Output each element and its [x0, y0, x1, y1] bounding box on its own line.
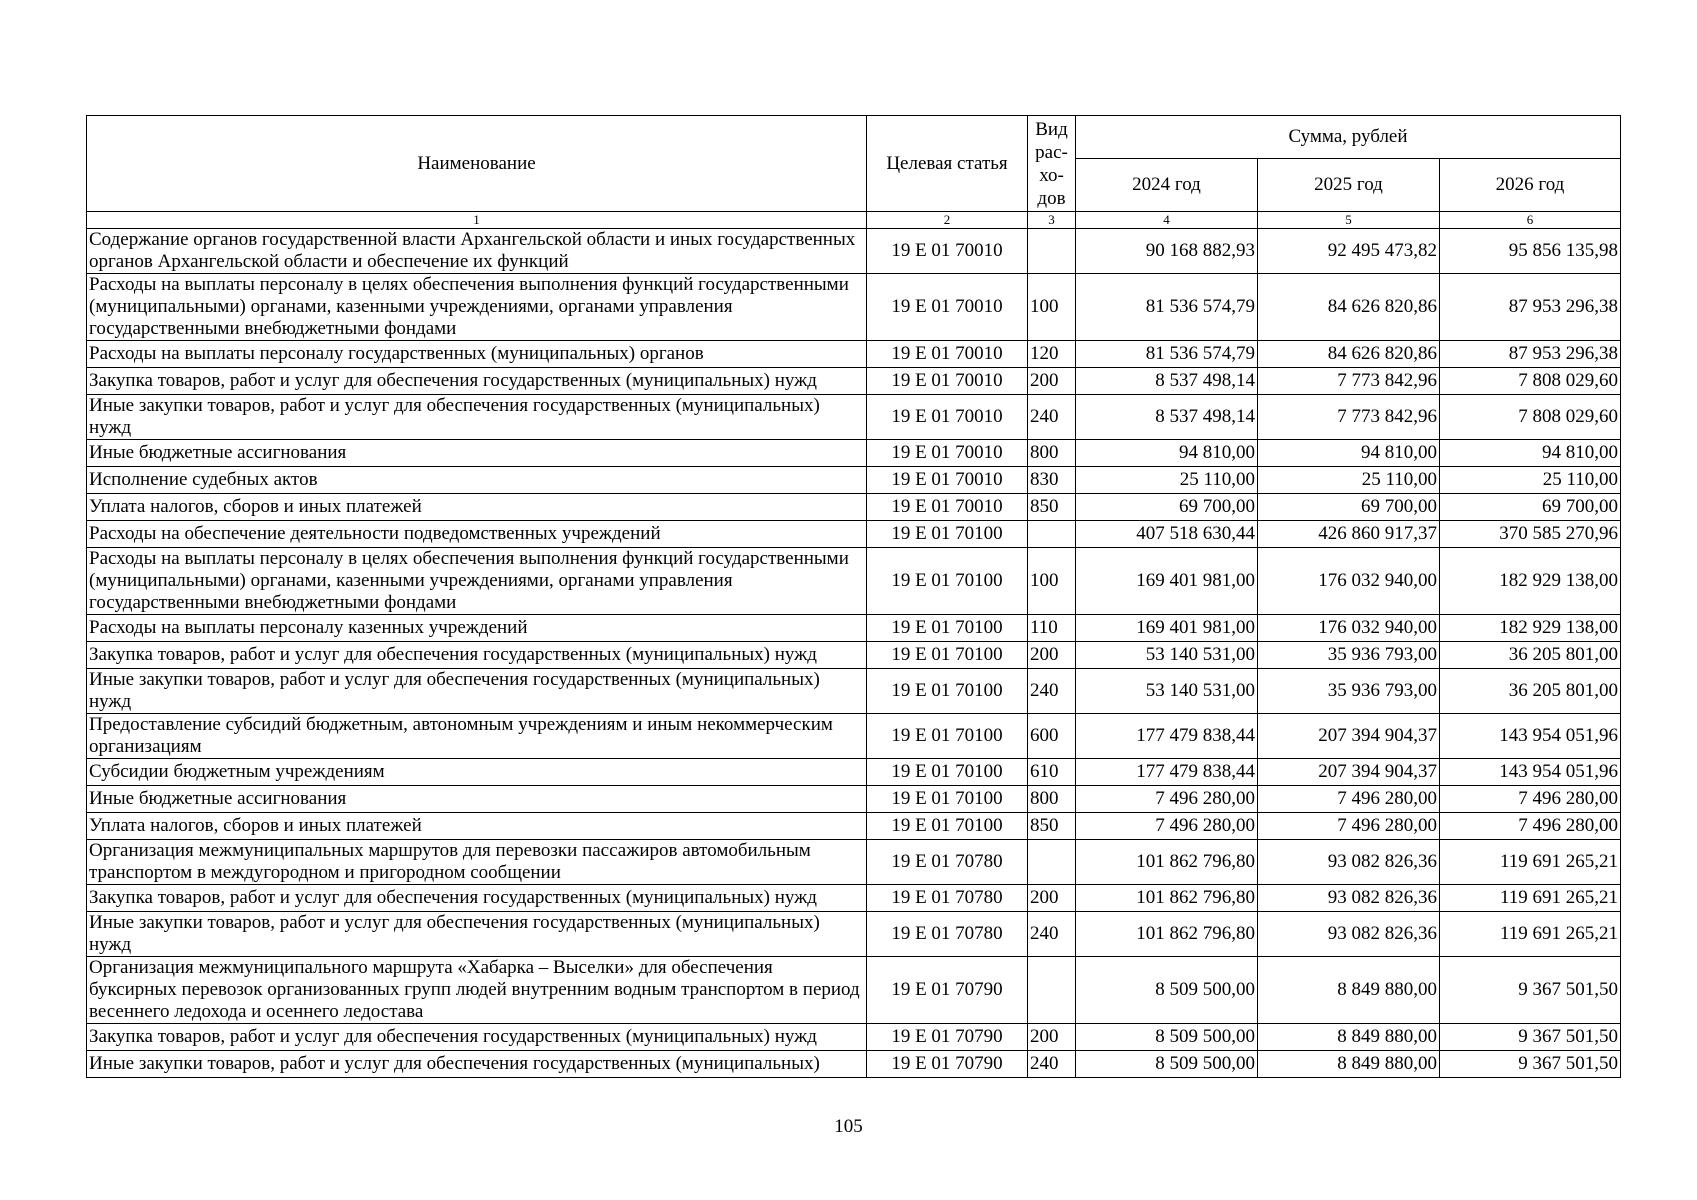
row-amount-2026: 370 585 270,96: [1440, 521, 1621, 548]
column-number: 6: [1440, 212, 1621, 229]
table-row: [87, 1051, 1621, 1078]
header-year-2025: 2025 год: [1258, 159, 1440, 212]
row-amount-2024: 169 401 981,00: [1076, 548, 1258, 615]
table-row: [87, 759, 1621, 786]
row-amount-2025: 8 849 880,00: [1258, 957, 1440, 1024]
row-amount-2024: 90 168 882,93: [1076, 229, 1258, 274]
table-row: [87, 615, 1621, 642]
table-row: [87, 548, 1621, 615]
row-amount-2025: 93 082 826,36: [1258, 885, 1440, 912]
row-amount-2024: 69 700,00: [1076, 494, 1258, 521]
row-amount-2025: 35 936 793,00: [1258, 642, 1440, 669]
table-row: [87, 714, 1621, 759]
row-amount-2024: 407 518 630,44: [1076, 521, 1258, 548]
header-target-article: Целевая статья: [867, 116, 1028, 212]
row-expense-type: 200: [1028, 885, 1076, 912]
row-amount-2026: 119 691 265,21: [1440, 912, 1621, 957]
column-number-row: [87, 212, 1621, 229]
row-expense-type: [1028, 521, 1076, 548]
table-row: [87, 229, 1621, 274]
row-amount-2024: 101 862 796,80: [1076, 912, 1258, 957]
row-amount-2024: 177 479 838,44: [1076, 759, 1258, 786]
row-name: Уплата налогов, сборов и иных платежей: [87, 494, 867, 521]
row-amount-2026: 143 954 051,96: [1440, 759, 1621, 786]
row-expense-type: 610: [1028, 759, 1076, 786]
row-name: Иные закупки товаров, работ и услуг для обеспечения государственных (муниципальных): [87, 1051, 867, 1078]
row-amount-2025: 8 849 880,00: [1258, 1051, 1440, 1078]
row-amount-2026: 87 953 296,38: [1440, 341, 1621, 368]
row-amount-2025: 8 849 880,00: [1258, 1024, 1440, 1051]
row-target-article: 19 Е 01 70100: [867, 813, 1028, 840]
row-amount-2024: 53 140 531,00: [1076, 669, 1258, 714]
row-expense-type: 100: [1028, 274, 1076, 341]
row-amount-2025: 93 082 826,36: [1258, 912, 1440, 957]
row-name: Расходы на выплаты персоналу государственных (муниципальных) органов: [87, 341, 867, 368]
row-expense-type: 200: [1028, 1024, 1076, 1051]
row-amount-2026: 36 205 801,00: [1440, 642, 1621, 669]
row-amount-2026: 9 367 501,50: [1440, 957, 1621, 1024]
row-amount-2025: 93 082 826,36: [1258, 840, 1440, 885]
table-row: [87, 885, 1621, 912]
row-amount-2025: 84 626 820,86: [1258, 274, 1440, 341]
row-name: Иные закупки товаров, работ и услуг для обеспечения государственных (муниципальных) нужд: [87, 395, 867, 440]
header-row-top: [87, 116, 1621, 159]
row-amount-2024: 101 862 796,80: [1076, 840, 1258, 885]
row-amount-2024: 8 509 500,00: [1076, 957, 1258, 1024]
row-name: Иные бюджетные ассигнования: [87, 786, 867, 813]
row-target-article: 19 Е 01 70100: [867, 521, 1028, 548]
row-expense-type: 100: [1028, 548, 1076, 615]
row-amount-2024: 7 496 280,00: [1076, 786, 1258, 813]
row-target-article: 19 Е 01 70100: [867, 548, 1028, 615]
row-target-article: 19 Е 01 70010: [867, 494, 1028, 521]
row-amount-2026: 69 700,00: [1440, 494, 1621, 521]
header-year-2026: 2026 год: [1440, 159, 1621, 212]
header-year-2024: 2024 год: [1076, 159, 1258, 212]
row-expense-type: 240: [1028, 669, 1076, 714]
row-target-article: 19 Е 01 70790: [867, 957, 1028, 1024]
row-amount-2024: 8 509 500,00: [1076, 1051, 1258, 1078]
row-amount-2024: 7 496 280,00: [1076, 813, 1258, 840]
table-row: [87, 467, 1621, 494]
row-target-article: 19 Е 01 70100: [867, 615, 1028, 642]
row-expense-type: 850: [1028, 494, 1076, 521]
row-amount-2026: 9 367 501,50: [1440, 1024, 1621, 1051]
row-name: Закупка товаров, работ и услуг для обеспечения государственных (муниципальных) нужд: [87, 1024, 867, 1051]
row-amount-2026: 25 110,00: [1440, 467, 1621, 494]
budget-table: [86, 115, 1621, 1078]
table-row: [87, 494, 1621, 521]
row-name: Предоставление субсидий бюджетным, автономным учреждениям и иным некоммерческим организациям: [87, 714, 867, 759]
row-amount-2025: 7 496 280,00: [1258, 813, 1440, 840]
row-expense-type: 800: [1028, 440, 1076, 467]
row-name: Субсидии бюджетным учреждениям: [87, 759, 867, 786]
row-expense-type: [1028, 840, 1076, 885]
row-amount-2025: 207 394 904,37: [1258, 759, 1440, 786]
header-expense-type: Вид рас- хо- дов: [1028, 116, 1076, 212]
row-target-article: 19 Е 01 70790: [867, 1051, 1028, 1078]
row-target-article: 19 Е 01 70780: [867, 840, 1028, 885]
row-amount-2025: 207 394 904,37: [1258, 714, 1440, 759]
row-amount-2026: 7 808 029,60: [1440, 368, 1621, 395]
row-target-article: 19 Е 01 70010: [867, 274, 1028, 341]
column-number: 2: [867, 212, 1028, 229]
row-target-article: 19 Е 01 70010: [867, 440, 1028, 467]
row-name: Исполнение судебных актов: [87, 467, 867, 494]
row-amount-2025: 7 773 842,96: [1258, 368, 1440, 395]
table-row: [87, 341, 1621, 368]
row-amount-2025: 7 496 280,00: [1258, 786, 1440, 813]
table-row: [87, 368, 1621, 395]
row-amount-2024: 8 509 500,00: [1076, 1024, 1258, 1051]
row-expense-type: [1028, 957, 1076, 1024]
row-amount-2024: 169 401 981,00: [1076, 615, 1258, 642]
column-number: 5: [1258, 212, 1440, 229]
row-amount-2026: 119 691 265,21: [1440, 885, 1621, 912]
header-sum: Сумма, рублей: [1076, 116, 1621, 159]
row-target-article: 19 Е 01 70100: [867, 786, 1028, 813]
row-amount-2024: 53 140 531,00: [1076, 642, 1258, 669]
table-row: [87, 395, 1621, 440]
row-target-article: 19 Е 01 70100: [867, 642, 1028, 669]
table-row: [87, 669, 1621, 714]
table-row: [87, 840, 1621, 885]
table-row: [87, 521, 1621, 548]
row-target-article: 19 Е 01 70790: [867, 1024, 1028, 1051]
row-name: Иные закупки товаров, работ и услуг для обеспечения государственных (муниципальных) нужд: [87, 669, 867, 714]
row-amount-2026: 9 367 501,50: [1440, 1051, 1621, 1078]
table-body: [87, 229, 1621, 1078]
row-amount-2025: 35 936 793,00: [1258, 669, 1440, 714]
row-amount-2026: 95 856 135,98: [1440, 229, 1621, 274]
row-amount-2025: 176 032 940,00: [1258, 615, 1440, 642]
column-number: 4: [1076, 212, 1258, 229]
row-target-article: 19 Е 01 70010: [867, 341, 1028, 368]
row-amount-2024: 8 537 498,14: [1076, 368, 1258, 395]
row-amount-2024: 8 537 498,14: [1076, 395, 1258, 440]
row-amount-2025: 426 860 917,37: [1258, 521, 1440, 548]
table-row: [87, 1024, 1621, 1051]
row-amount-2024: 81 536 574,79: [1076, 341, 1258, 368]
row-name: Организация межмуниципального маршрута «Хабарка – Выселки» для обеспечения буксирных перевозок организованных групп людей внутренним водным транспортом в период весеннего ледохода и осеннего ледостава: [87, 957, 867, 1024]
row-amount-2026: 7 496 280,00: [1440, 813, 1621, 840]
row-name: Закупка товаров, работ и услуг для обеспечения государственных (муниципальных) нужд: [87, 368, 867, 395]
row-amount-2025: 94 810,00: [1258, 440, 1440, 467]
table-row: [87, 912, 1621, 957]
row-expense-type: 830: [1028, 467, 1076, 494]
row-name: Расходы на обеспечение деятельности подведомственных учреждений: [87, 521, 867, 548]
row-name: Иные закупки товаров, работ и услуг для обеспечения государственных (муниципальных) нужд: [87, 912, 867, 957]
row-amount-2026: 182 929 138,00: [1440, 615, 1621, 642]
row-amount-2025: 84 626 820,86: [1258, 341, 1440, 368]
row-name: Расходы на выплаты персоналу казенных учреждений: [87, 615, 867, 642]
row-amount-2025: 69 700,00: [1258, 494, 1440, 521]
row-name: Иные бюджетные ассигнования: [87, 440, 867, 467]
row-amount-2025: 7 773 842,96: [1258, 395, 1440, 440]
row-name: Содержание органов государственной власти Архангельской области и иных государственных органов Архангельской области и обеспечение их функций: [87, 229, 867, 274]
row-amount-2024: 101 862 796,80: [1076, 885, 1258, 912]
budget-sheet: [86, 115, 1620, 1078]
row-target-article: 19 Е 01 70010: [867, 229, 1028, 274]
row-target-article: 19 Е 01 70010: [867, 467, 1028, 494]
table-row: [87, 274, 1621, 341]
row-target-article: 19 Е 01 70100: [867, 669, 1028, 714]
row-expense-type: [1028, 229, 1076, 274]
header-name: Наименование: [87, 116, 867, 212]
row-name: Уплата налогов, сборов и иных платежей: [87, 813, 867, 840]
row-amount-2025: 176 032 940,00: [1258, 548, 1440, 615]
row-amount-2026: 94 810,00: [1440, 440, 1621, 467]
row-amount-2024: 25 110,00: [1076, 467, 1258, 494]
row-target-article: 19 Е 01 70100: [867, 759, 1028, 786]
row-name: Закупка товаров, работ и услуг для обеспечения государственных (муниципальных) нужд: [87, 642, 867, 669]
row-target-article: 19 Е 01 70100: [867, 714, 1028, 759]
table-row: [87, 786, 1621, 813]
row-expense-type: 110: [1028, 615, 1076, 642]
row-name: Организация межмуниципальных маршрутов для перевозки пассажиров автомобильным транспортом в междугородном и пригородном сообщении: [87, 840, 867, 885]
column-number: 1: [87, 212, 867, 229]
row-name: Расходы на выплаты персоналу в целях обеспечения выполнения функций государственными (муниципальными) органами, казенными учреждениями, органами управления государственными внебюджетными фондами: [87, 274, 867, 341]
row-amount-2025: 92 495 473,82: [1258, 229, 1440, 274]
row-amount-2026: 87 953 296,38: [1440, 274, 1621, 341]
row-target-article: 19 Е 01 70780: [867, 885, 1028, 912]
table-row: [87, 440, 1621, 467]
row-expense-type: 120: [1028, 341, 1076, 368]
row-expense-type: 600: [1028, 714, 1076, 759]
row-amount-2026: 143 954 051,96: [1440, 714, 1621, 759]
row-amount-2026: 119 691 265,21: [1440, 840, 1621, 885]
row-expense-type: 850: [1028, 813, 1076, 840]
row-expense-type: 240: [1028, 912, 1076, 957]
row-expense-type: 240: [1028, 395, 1076, 440]
table-row: [87, 642, 1621, 669]
row-amount-2026: 182 929 138,00: [1440, 548, 1621, 615]
row-amount-2025: 25 110,00: [1258, 467, 1440, 494]
page-number: 105: [834, 1116, 863, 1137]
column-number: 3: [1028, 212, 1076, 229]
row-amount-2026: 7 808 029,60: [1440, 395, 1621, 440]
row-amount-2026: 7 496 280,00: [1440, 786, 1621, 813]
row-target-article: 19 Е 01 70010: [867, 368, 1028, 395]
row-name: Закупка товаров, работ и услуг для обеспечения государственных (муниципальных) нужд: [87, 885, 867, 912]
row-amount-2024: 94 810,00: [1076, 440, 1258, 467]
row-expense-type: 800: [1028, 786, 1076, 813]
table-row: [87, 813, 1621, 840]
row-amount-2024: 81 536 574,79: [1076, 274, 1258, 341]
row-expense-type: 200: [1028, 368, 1076, 395]
row-name: Расходы на выплаты персоналу в целях обеспечения выполнения функций государственными (муниципальными) органами, казенными учреждениями, органами управления государственными внебюджетными фондами: [87, 548, 867, 615]
row-amount-2024: 177 479 838,44: [1076, 714, 1258, 759]
row-target-article: 19 Е 01 70010: [867, 395, 1028, 440]
table-row: [87, 957, 1621, 1024]
row-amount-2026: 36 205 801,00: [1440, 669, 1621, 714]
row-target-article: 19 Е 01 70780: [867, 912, 1028, 957]
row-expense-type: 240: [1028, 1051, 1076, 1078]
row-expense-type: 200: [1028, 642, 1076, 669]
